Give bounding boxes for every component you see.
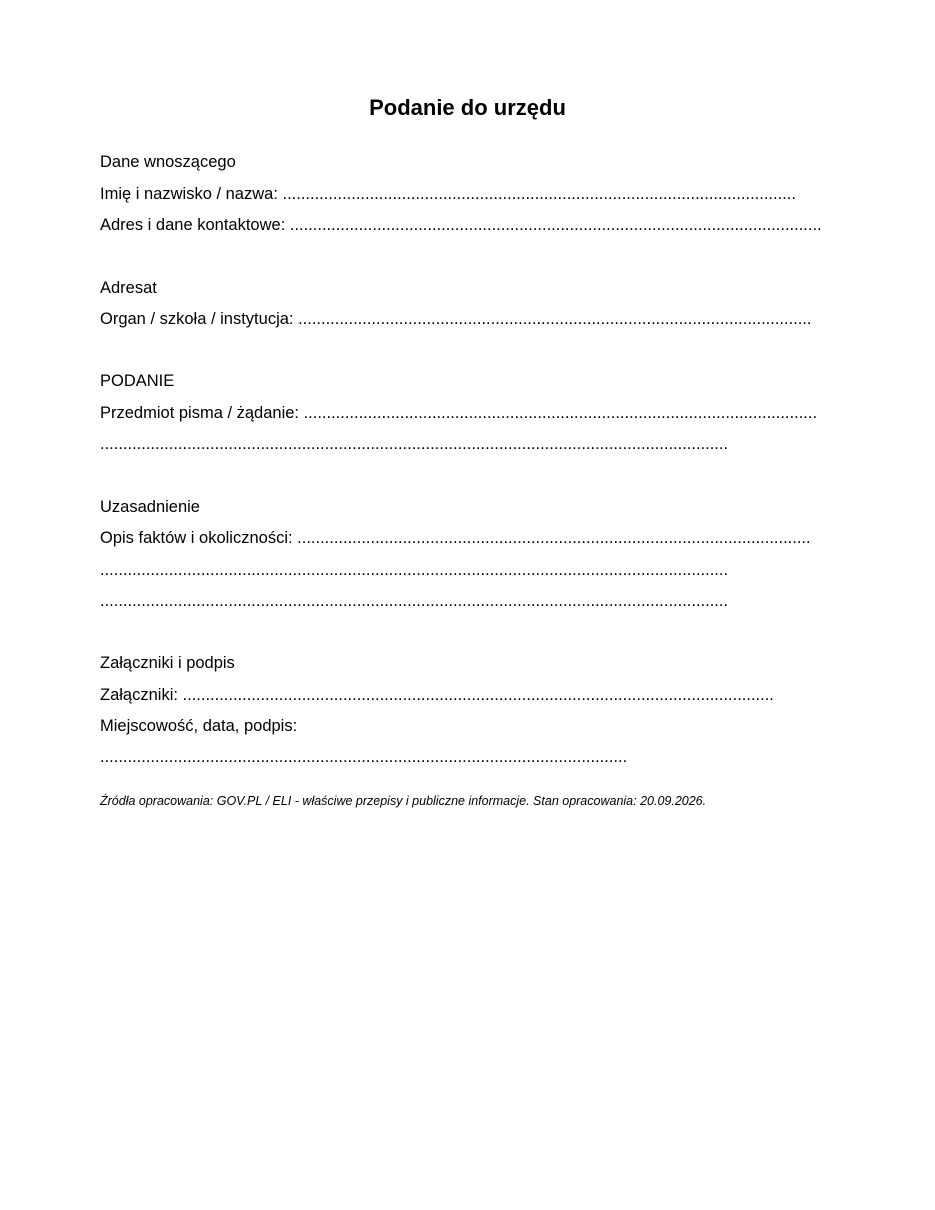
applicant-name-field: Imię i nazwisko / nazwa: ................................................................................................................	[100, 185, 796, 203]
source-footnote: Źródła opracowania: GOV.PL / ELI - właściwe przepisy i publiczne informacje. Stan opracowania: 20.09.2026.	[100, 794, 707, 808]
request-subject-field: Przedmiot pisma / żądanie: ................................................................................................................	[100, 404, 818, 422]
place-date-signature-label: Miejscowość, data, podpis:	[100, 717, 298, 735]
applicant-address-field: Adres i dane kontaktowe: ....................................................................................................................	[100, 216, 822, 234]
addressee-organ-field: Organ / szkoła / instytucja: ................................................................................................................	[100, 310, 812, 328]
section-heading-applicant: Dane wnoszącego	[100, 153, 236, 171]
attachments-field: Załączniki: .................................................................................................................................	[100, 686, 774, 704]
page-title: Podanie do urzędu	[369, 95, 566, 120]
signature-line: ...................................................................................................................	[100, 748, 628, 766]
request-continuation-line: .........................................................................................................................................	[100, 435, 729, 453]
section-heading-addressee: Adresat	[100, 279, 157, 297]
justification-continuation-line: .........................................................................................................................................	[100, 561, 729, 579]
justification-continuation-line: .........................................................................................................................................	[100, 592, 729, 610]
section-heading-request: PODANIE	[100, 372, 175, 390]
section-heading-attachments: Załączniki i podpis	[100, 654, 235, 672]
section-heading-justification: Uzasadnienie	[100, 498, 200, 516]
justification-facts-field: Opis faktów i okoliczności: ................................................................................................................	[100, 529, 811, 547]
